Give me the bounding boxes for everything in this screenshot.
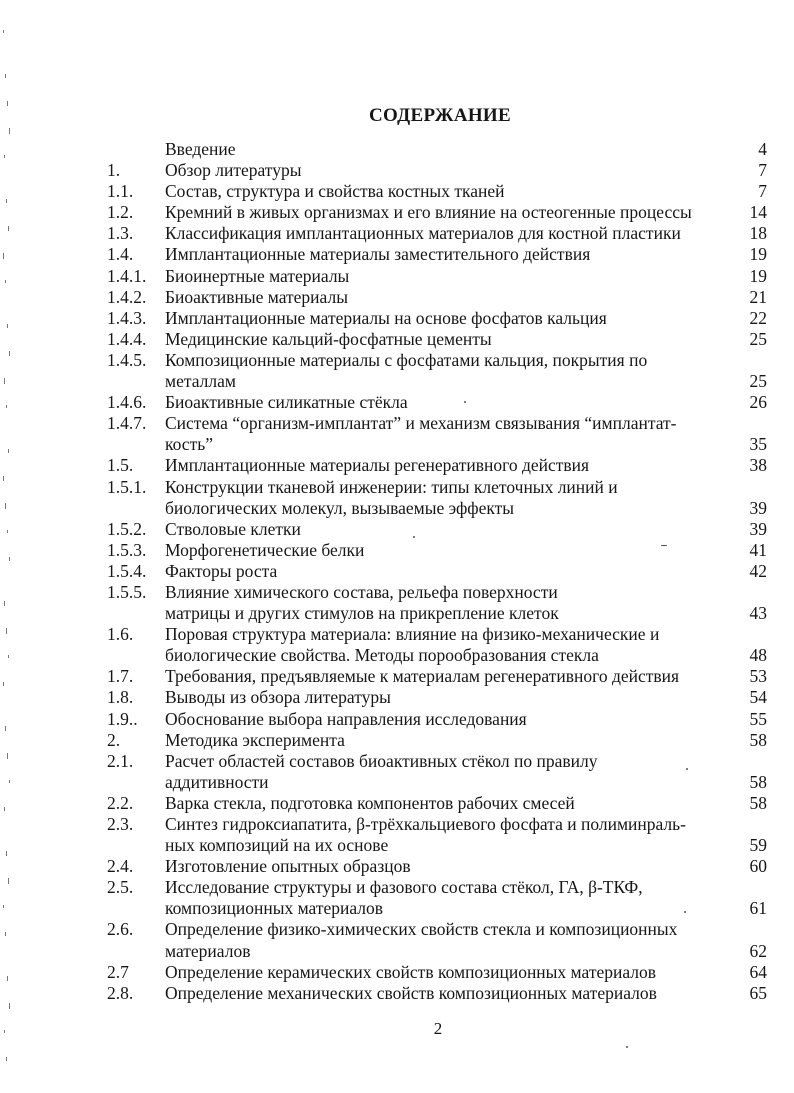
toc-entry-title: Обзор литературы: [165, 160, 302, 181]
toc-entry-title: Биоактивные силикатные стёкла: [165, 392, 408, 413]
toc-entry-page: 58: [749, 771, 767, 792]
toc-entry-number: 1.1.: [107, 181, 134, 202]
toc-entry-number: 1.7.: [107, 666, 134, 687]
toc-entry-title: Факторы роста: [165, 560, 278, 581]
toc-entry-title: Имплантационные материалы заместительного действия: [165, 244, 591, 265]
toc-entry: [0, 477, 794, 519]
toc-entry: [0, 160, 794, 181]
toc-entry: [0, 983, 794, 1004]
toc-entry-number: 1.4.7.: [107, 413, 147, 434]
toc-entry-title: Композиционные материалы с фосфатами кальция, покрытия по металлам: [165, 349, 648, 392]
toc-entry-number: 1.6.: [107, 624, 134, 645]
toc-entry-number: 1.5.: [107, 455, 134, 476]
scan-speck: [661, 545, 667, 546]
toc-entry: [0, 877, 794, 919]
toc-entry-number: 1.4.3.: [107, 307, 147, 328]
toc-entry-page: 58: [749, 792, 767, 813]
toc-entry: [0, 266, 794, 287]
toc-entry-title: Исследование структуры и фазового состава стёкол, ГА, β-ТКФ, композиционных материалов: [165, 877, 643, 919]
toc-entry-number: 1.: [107, 160, 121, 181]
toc-entry: [0, 392, 794, 413]
toc-entry-title: Биоактивные материалы: [165, 286, 348, 307]
toc-entry-title: Поровая структура материала: влияние на физико-механические и биологические свойства. Методы порообразования стекла: [165, 624, 660, 666]
toc-entry-title: Стволовые клетки: [165, 518, 301, 539]
toc-entry-title: Имплантационные материалы на основе фосфатов кальция: [165, 307, 607, 328]
toc-entry-title: Кремний в живых организмах и его влияние на остеогенные процессы: [165, 202, 692, 223]
toc-entry-title: Расчет областей составов биоактивных стёкол по правилу аддитивности: [165, 750, 598, 792]
toc-entry-page: 55: [749, 708, 767, 729]
toc-entry: [0, 793, 794, 814]
toc-entry-number: 2.4.: [107, 856, 134, 877]
scan-speck: [464, 401, 466, 403]
toc-entry: [0, 687, 794, 708]
toc-entry-number: 1.4.1.: [107, 265, 147, 286]
toc-entry-page: 4: [758, 139, 767, 159]
scan-speck: [3, 30, 4, 33]
toc-entry-page: 48: [749, 645, 767, 666]
toc-entry-number: 1.4.: [107, 244, 134, 265]
toc-entry-page: 65: [749, 982, 767, 1003]
toc-entry-number: 2.6.: [107, 919, 134, 940]
toc-entry-title: Обоснование выбора направления исследования: [165, 708, 527, 729]
toc-entry: [0, 814, 794, 856]
toc-entry-number: 2.: [107, 729, 121, 750]
toc-entry: [0, 455, 794, 476]
toc-entry-page: 26: [749, 392, 767, 413]
toc-entry-title: Изготовление опытных образцов: [165, 856, 411, 877]
scan-speck: [9, 128, 10, 134]
scan-speck: [684, 911, 686, 913]
toc-entry-page: 19: [749, 244, 767, 265]
toc-entry-title: Система “организм-имплантат” и механизм связывания “имплантат- кость”: [165, 413, 677, 455]
toc-entry: [0, 962, 794, 983]
toc-entry: [0, 751, 794, 793]
page-title: СОДЕРЖАНИЕ: [369, 105, 511, 126]
toc-entry: [0, 202, 794, 223]
toc-entry: [0, 308, 794, 329]
toc-entry-title: Классификация имплантационных материалов для костной пластики: [165, 223, 681, 244]
toc-entry: [0, 540, 794, 561]
toc-entry-title: Биоинертные материалы: [165, 265, 350, 286]
toc-entry: [0, 919, 794, 961]
toc-entry: [0, 561, 794, 582]
toc-entry-page: 21: [749, 286, 767, 307]
toc-entry-page: 62: [749, 940, 767, 961]
scan-speck: [9, 1003, 10, 1009]
toc-entry-page: 35: [749, 434, 767, 455]
toc-entry-page: 39: [749, 497, 767, 518]
toc-entry-number: 1.9..: [107, 708, 138, 729]
toc-entry-title: Методика эксперимента: [165, 729, 345, 750]
scan-speck: [413, 536, 415, 538]
toc-entry-page: 64: [749, 961, 767, 982]
toc-entry: [0, 519, 794, 540]
toc-entry-title: Определение механических свойств композиционных материалов: [165, 982, 657, 1003]
toc-entry-number: 2.2.: [107, 792, 134, 813]
toc-entry: [0, 709, 794, 730]
toc-entry-title: Введение: [165, 139, 236, 159]
toc-entry-page: 25: [749, 371, 767, 392]
toc-entry-number: 1.4.2.: [107, 286, 147, 307]
toc-entry-number: 2.1.: [107, 750, 134, 771]
toc-entry-page: 25: [749, 328, 767, 349]
toc-entry-title: Варка стекла, подготовка компонентов рабочих смесей: [165, 792, 575, 813]
toc-entry-page: 19: [749, 265, 767, 286]
toc-entry-number: 2.3.: [107, 814, 134, 834]
toc-entry: [0, 413, 794, 455]
scan-speck: [686, 768, 688, 770]
toc-entry-number: 2.5.: [107, 877, 134, 898]
scan-speck: [626, 1046, 628, 1048]
toc-entry-title: Требования, предъявляемые к материалам регенеративного действия: [165, 666, 680, 687]
toc-entry-page: 53: [749, 666, 767, 687]
scan-speck: [5, 74, 6, 78]
toc-entry: [0, 666, 794, 687]
toc-entry-page: 7: [758, 160, 767, 181]
toc-entry-page: 38: [749, 455, 767, 476]
toc-entry-title: Состав, структура и свойства костных тканей: [165, 181, 505, 202]
toc-entry-page: 59: [749, 835, 767, 856]
toc-entry-title: Определение керамических свойств композиционных материалов: [165, 961, 657, 982]
toc-entry-number: 1.3.: [107, 223, 134, 244]
toc-entry-page: 54: [749, 687, 767, 708]
toc-entry: [0, 329, 794, 350]
toc-entry: [0, 624, 794, 666]
toc-entry-title: Влияние химического состава, рельефа поверхности матрицы и других стимулов на прикрепление клеток: [165, 581, 559, 624]
toc-entry: [0, 139, 794, 160]
toc-entry-page: 60: [749, 856, 767, 877]
toc-entry-number: 1.4.4.: [107, 328, 147, 349]
toc-entry-title: Синтез гидроксиапатита, β-трёхкальциевого фосфата и полиминраль- ных композиций на их основе: [165, 814, 686, 856]
toc-entry-page: 14: [749, 202, 767, 223]
toc-entry-page: 42: [749, 560, 767, 581]
toc-entry-title: Определение физико-химических свойств стекла и композиционных материалов: [165, 919, 678, 961]
toc-entry-number: 1.5.5.: [107, 581, 147, 602]
toc-entry-number: 1.4.6.: [107, 392, 147, 413]
toc-entry-page: 7: [758, 181, 767, 202]
toc-entry-number: 2.8.: [107, 982, 134, 1003]
toc-entry: [0, 582, 794, 624]
toc-entry-page: 41: [749, 539, 767, 560]
toc-entry-title: Медицинские кальций-фосфатные цементы: [165, 328, 492, 349]
toc-entry-title: Конструкции тканевой инженерии: типы клеточных линий и биологических молекул, вызываемые эффекты: [165, 476, 618, 518]
toc-entry-title: Выводы из обзора литературы: [165, 687, 391, 708]
toc-entry-page: 43: [749, 603, 767, 624]
toc-entry-page: 58: [749, 729, 767, 750]
toc-entry-number: 1.5.2.: [107, 518, 147, 539]
toc-entry-number: 1.5.1.: [107, 476, 147, 497]
toc-entry-page: 22: [749, 307, 767, 328]
toc-entry-number: 1.5.4.: [107, 560, 147, 581]
toc-entry: [0, 223, 794, 244]
toc-entry-page: 39: [749, 518, 767, 539]
toc-entry: [0, 350, 794, 392]
table-of-contents: [0, 139, 794, 1004]
toc-entry-number: 1.4.5.: [107, 349, 147, 370]
page-number: 2: [433, 1019, 443, 1038]
toc-entry-page: 18: [749, 223, 767, 244]
toc-entry-number: 1.5.3.: [107, 539, 147, 560]
toc-entry-title: Морфогенетические белки: [165, 539, 365, 560]
toc-entry-number: 1.8.: [107, 687, 134, 708]
toc-entry: [0, 856, 794, 877]
toc-entry-number: 2.7: [107, 961, 129, 982]
toc-entry-title: Имплантационные материалы регенеративного действия: [165, 455, 590, 476]
toc-entry: [0, 244, 794, 265]
toc-entry: [0, 181, 794, 202]
toc-entry-page: 61: [749, 898, 767, 919]
toc-entry-number: 1.2.: [107, 202, 134, 223]
toc-entry: [0, 730, 794, 751]
toc-entry: [0, 287, 794, 308]
scan-speck: [6, 1057, 7, 1061]
